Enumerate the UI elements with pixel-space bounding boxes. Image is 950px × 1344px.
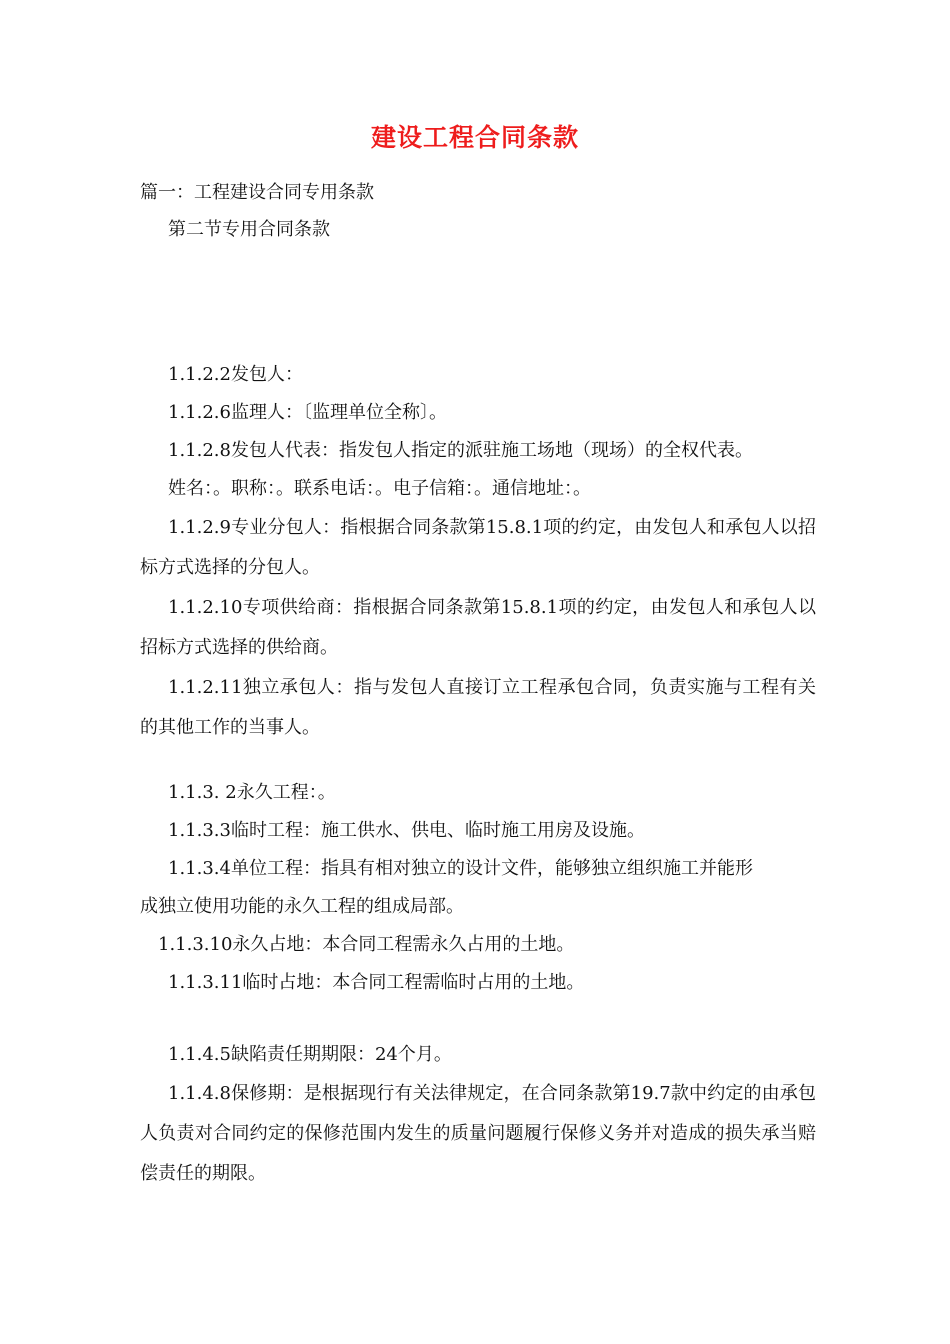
clause-1-1-3-4-line1: 1.1.3.4单位工程：指具有相对独立的设计文件，能够独立组织施工并能形 bbox=[168, 858, 753, 879]
clause-1-1-3-11: 1.1.3.11临时占地：本合同工程需临时占用的土地。 bbox=[168, 972, 585, 993]
clause-1-1-2-10: 1.1.2.10专项供给商：指根据合同条款第15.8.1项的约定，由发包人和承包人以招标方式选择的供给商。 bbox=[140, 597, 816, 658]
clause-1-1-2-2: 1.1.2.2发包人： bbox=[168, 364, 303, 385]
section-heading: 篇一：工程建设合同专用条款 bbox=[140, 182, 374, 203]
clause-1-1-3-4-line2: 成独立使用功能的永久工程的组成局部。 bbox=[140, 896, 464, 917]
clause-1-1-2-6: 1.1.2.6监理人：〔监理单位全称〕。 bbox=[168, 402, 447, 423]
clause-1-1-3-10: 1.1.3.10永久占地：本合同工程需永久占用的土地。 bbox=[158, 934, 575, 955]
clause-1-1-2-8: 1.1.2.8发包人代表：指发包人指定的派驻施工场地（现场）的全权代表。 bbox=[168, 440, 753, 461]
representative-contact-line: 姓名：。职称：。联系电话：。电子信箱：。通信地址：。 bbox=[168, 478, 591, 499]
document-title: 建设工程合同条款 bbox=[370, 123, 579, 152]
clause-1-1-4-5: 1.1.4.5缺陷责任期期限：24个月。 bbox=[168, 1044, 452, 1065]
clause-1-1-3-3: 1.1.3.3临时工程：施工供水、供电、临时施工用房及设施。 bbox=[168, 820, 645, 841]
clause-1-1-4-8: 1.1.4.8保修期：是根据现行有关法律规定，在合同条款第19.7款中约定的由承包人负责对合同约定的保修范围内发生的质量问题履行保修义务并对造成的损失承当赔偿责任的期限。 bbox=[140, 1083, 816, 1184]
clause-1-1-2-11: 1.1.2.11独立承包人：指与发包人直接订立工程承包合同，负责实施与工程有关的其他工作的当事人。 bbox=[140, 677, 816, 738]
clause-1-1-3-2: 1.1.3. 2永久工程：。 bbox=[168, 782, 336, 803]
subsection-heading: 第二节专用合同条款 bbox=[168, 219, 330, 240]
clause-1-1-2-9: 1.1.2.9专业分包人：指根据合同条款第15.8.1项的约定，由发包人和承包人以招标方式选择的分包人。 bbox=[140, 517, 816, 578]
